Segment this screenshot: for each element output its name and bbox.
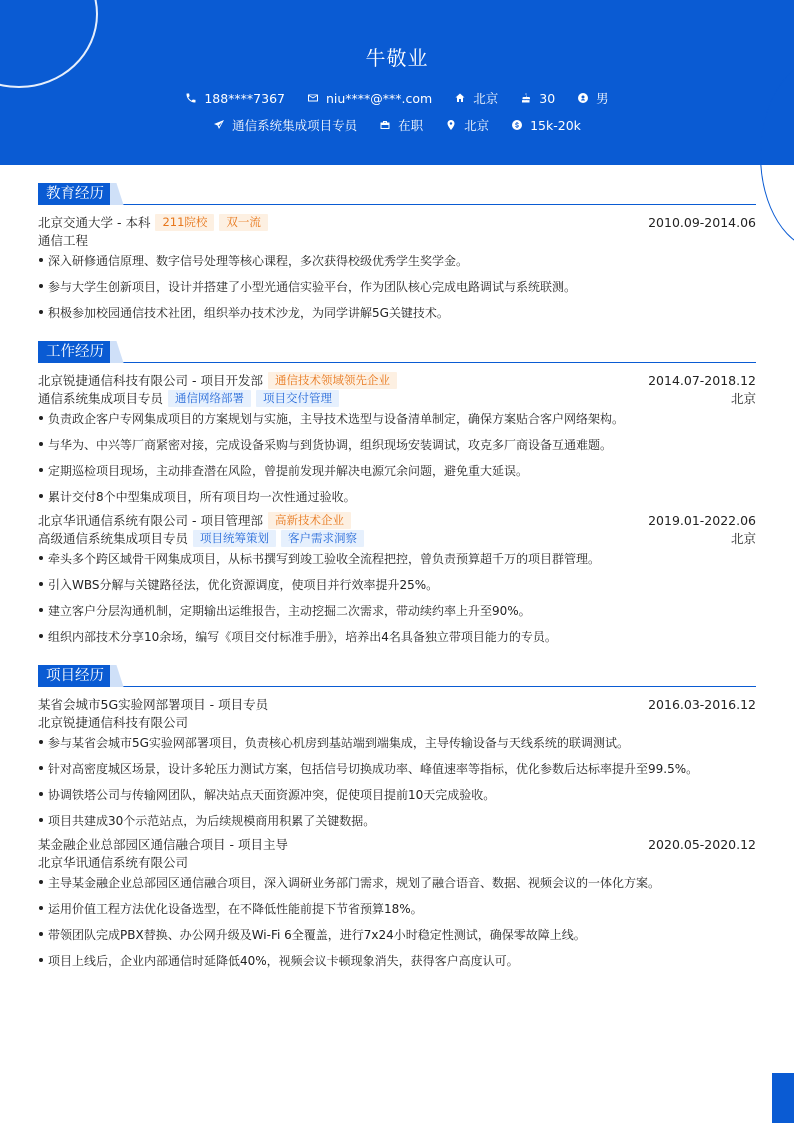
project-name: 某金融企业总部园区通信融合项目 - 项目主导	[38, 837, 288, 852]
age-text: 30	[539, 90, 556, 106]
role-text: 高级通信系统集成项目专员	[38, 531, 189, 546]
work-city: 北京	[730, 391, 756, 406]
home-icon	[454, 92, 466, 104]
major-text: 通信工程	[38, 233, 89, 248]
company-line: 北京锐捷通信科技有限公司 - 项目开发部	[38, 373, 263, 388]
target-city-item	[445, 116, 489, 134]
work-role-row	[38, 529, 756, 547]
school-line: 北京交通大学 - 本科	[38, 215, 151, 230]
section-title-education	[38, 183, 756, 205]
list-item: 牵头多个跨区域骨干网集成项目，从标书撰写到竣工验收全流程把控，曾负责预算超千万的项目群管理。	[38, 550, 756, 567]
list-item: 运用价值工程方法优化设备选型，在不降低性能前提下节省预算18%。	[38, 900, 756, 917]
list-item: 带领团队完成PBX替换、办公网升级及Wi-Fi 6全覆盖，进行7x24小时稳定性测试，确保零故障上线。	[38, 926, 756, 943]
status-item	[379, 116, 423, 134]
role-badge: 客户需求洞察	[281, 530, 364, 547]
list-item: 协调铁塔公司与传输网团队，解决站点天面资源冲突，促使项目提前10天完成验收。	[38, 786, 756, 803]
candidate-name: 牛敬业	[365, 46, 429, 70]
age-item	[520, 91, 555, 106]
email-item	[307, 91, 432, 106]
list-item: 与华为、中兴等厂商紧密对接，完成设备采购与到货协调，组织现场安装调试，攻克多厂商设备互通难题。	[38, 436, 756, 453]
work-city: 北京	[730, 531, 756, 546]
briefcase-icon	[379, 119, 391, 131]
section-tag: 教育经历	[38, 183, 110, 205]
phone-item	[185, 91, 285, 106]
work-header-row	[38, 511, 756, 529]
school-badge: 双一流	[219, 214, 268, 231]
section-title-projects	[38, 665, 756, 687]
phone-text: 188****7367	[204, 90, 285, 106]
role-text: 通信系统集成项目专员	[38, 391, 164, 406]
status-text: 在职	[398, 118, 424, 133]
location-item	[454, 89, 498, 107]
decorative-corner-block	[772, 1073, 794, 1123]
role-badge: 项目统筹策划	[193, 530, 276, 547]
location-text: 北京	[473, 91, 499, 106]
school-badge: 211院校	[155, 214, 214, 231]
project-org-row	[38, 853, 756, 871]
email-text: niu****@***.com	[325, 90, 433, 106]
list-item: 定期巡检项目现场，主动排查潜在风险，曾提前发现并解决电源冗余问题，避免重大延误。	[38, 462, 756, 479]
mail-icon	[307, 92, 319, 104]
role-badge: 项目交付管理	[256, 390, 339, 407]
list-item: 累计交付8个中型集成项目，所有项目均一次性通过验收。	[38, 488, 756, 505]
company-badge: 高新技术企业	[268, 512, 351, 529]
list-item: 建立客户分层沟通机制，定期输出运维报告，主动挖掘二次需求，带动续约率上升至90%。	[38, 602, 756, 619]
education-header-row	[38, 213, 756, 231]
list-item: 积极参加校园通信技术社团，组织举办技术沙龙，为同学讲解5G关键技术。	[38, 304, 756, 321]
target-position-item	[213, 116, 357, 134]
project-org-row	[38, 713, 756, 731]
target-position-text: 通信系统集成项目专员	[232, 118, 358, 133]
work-role-row	[38, 389, 756, 407]
work-date: 2014.07-2018.12	[648, 372, 756, 388]
list-item: 负责政企客户专网集成项目的方案规划与实施，主导技术选型与设备清单制定，确保方案贴合客户网络架构。	[38, 410, 756, 427]
send-icon	[213, 119, 225, 131]
work-date: 2019.01-2022.06	[648, 512, 756, 528]
money-icon	[511, 119, 523, 131]
job-intent-row	[0, 116, 794, 134]
list-item: 参与大学生创新项目，设计并搭建了小型光通信实验平台，作为团队核心完成电路调试与系统联测。	[38, 278, 756, 295]
section-title-work	[38, 341, 756, 363]
list-item: 主导某金融企业总部园区通信融合项目，深入调研业务部门需求，规划了融合语音、数据、视频会议的一体化方案。	[38, 874, 756, 891]
gender-text: 男	[596, 91, 609, 106]
resume-header	[0, 0, 794, 165]
list-item: 组织内部技术分享10余场，编写《项目交付标准手册》，培养出4名具备独立带项目能力的专员。	[38, 628, 756, 645]
map-pin-icon	[445, 119, 457, 131]
list-item: 项目上线后，企业内部通信时延降低40%，视频会议卡顿现象消失，获得客户高度认可。	[38, 952, 756, 969]
project-name: 某省会城市5G实验网部署项目 - 项目专员	[38, 697, 269, 712]
project-header-row	[38, 695, 756, 713]
education-date: 2010.09-2014.06	[648, 214, 756, 230]
list-item: 引入WBS分解与关键路径法，优化资源调度，使项目并行效率提升25%。	[38, 576, 756, 593]
section-tag: 工作经历	[38, 341, 110, 363]
salary-text: 15k-20k	[530, 117, 581, 133]
major-row	[38, 231, 756, 249]
project-date: 2016.03-2016.12	[648, 696, 756, 712]
company-badge: 通信技术领域领先企业	[268, 372, 397, 389]
gender-icon	[577, 92, 589, 104]
project-header-row	[38, 835, 756, 853]
role-badge: 通信网络部署	[168, 390, 251, 407]
section-tag: 项目经历	[38, 665, 110, 687]
project-org: 北京锐捷通信科技有限公司	[38, 715, 189, 730]
list-item: 深入研修通信原理、数字信号处理等核心课程，多次获得校级优秀学生奖学金。	[38, 252, 756, 269]
project-date: 2020.05-2020.12	[648, 836, 756, 852]
list-item: 项目共建成30个示范站点，为后续规模商用积累了关键数据。	[38, 812, 756, 829]
phone-icon	[185, 92, 197, 104]
target-city-text: 北京	[464, 118, 490, 133]
list-item: 针对高密度城区场景，设计多轮压力测试方案，包括信号切换成功率、峰值速率等指标，优化参数后达标率提升至99.5%。	[38, 760, 756, 777]
work-header-row	[38, 371, 756, 389]
project-org: 北京华讯通信系统有限公司	[38, 855, 189, 870]
contact-info-row	[0, 89, 794, 107]
cake-icon	[520, 92, 532, 104]
salary-item	[511, 118, 581, 133]
list-item: 参与某省会城市5G实验网部署项目，负责核心机房到基站端到端集成，主导传输设备与天线系统的联调测试。	[38, 734, 756, 751]
company-line: 北京华讯通信系统有限公司 - 项目管理部	[38, 513, 263, 528]
gender-item	[577, 89, 609, 107]
